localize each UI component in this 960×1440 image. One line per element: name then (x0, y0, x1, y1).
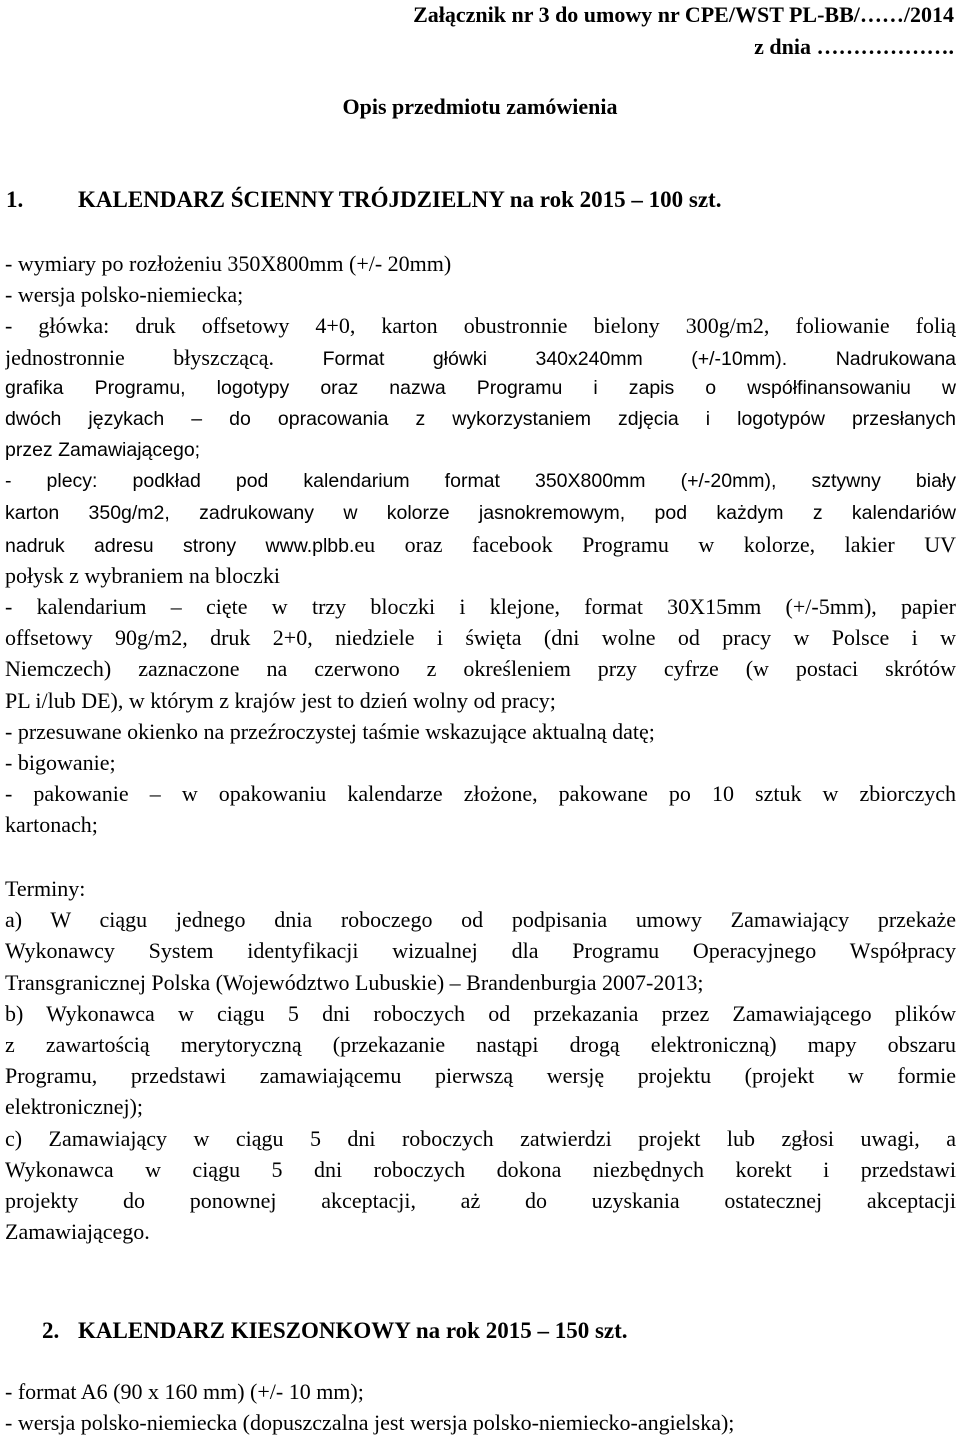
text-fragment: Format główki 340x240mm (+/-10mm). (322, 347, 788, 370)
section-2-title: KALENDARZ KIESZONKOWY na rok 2015 – 150 szt. (78, 1318, 628, 1343)
text-line: - kalendarium – cięte w trzy bloczki i klejone, format 30X15mm (+/-5mm), papier (5, 594, 956, 620)
text-line: z zawartością merytoryczną (przekazanie nastąpi drogą elektroniczną) mapy obszaru (5, 1031, 956, 1057)
text-line: dwóch językach – do opracowania z wykorzystaniem zdjęcia i logotypów przesłanych (5, 407, 956, 430)
text-line: Wykonawca w ciągu 5 dni roboczych dokona niezbędnych korekt i przedstawi (5, 1156, 956, 1182)
text-line: Wykonawcy System identyfikacji wizualnej dla Programu Operacyjnego Współpracy (5, 938, 956, 964)
text-line: - przesuwane okienko na przeźroczystej taśmie wskazujące aktualną datę; (5, 718, 655, 744)
terms-section (5, 873, 956, 1247)
text-line: Niemczech) zaznaczone na czerwono z określeniem przy cyfrze (w postaci skrótów (5, 656, 956, 682)
text-line: projekty do ponownej akceptacji, aż do uzyskania ostatecznej akceptacji (5, 1187, 956, 1213)
text-line: karton 350g/m2, zadrukowany w kolorze jasnokremowym, pod każdym z kalendariów (5, 501, 956, 524)
text-line: c) Zamawiający w ciągu 5 dni roboczych zatwierdzi projekt lub zgłosi uwagi, a (5, 1125, 956, 1151)
text-fragment: nadruk adresu strony www.plbb. (5, 534, 355, 557)
annex-date-line: z dnia ………………. (754, 34, 954, 59)
text-line: - wersja polsko-niemiecka; (5, 282, 244, 308)
section-1-number: 1. (6, 187, 24, 212)
text-fragment: Nadrukowana (835, 347, 956, 370)
text-line: - plecy: podkład pod kalendarium format 350X800mm (+/-20mm), sztywny biały (5, 470, 956, 493)
annex-header-line: Załącznik nr 3 do umowy nr CPE/WST PL-BB/……/2014 (413, 2, 954, 27)
page-title: Opis przedmiotu zamówienia (342, 94, 618, 119)
section-1-title: KALENDARZ ŚCIENNY TRÓJDZIELNY na rok 2015 – 100 szt. (78, 187, 722, 212)
text-line: grafika Programu, logotypy oraz nazwa Programu i zapis o współfinansowaniu w (5, 376, 956, 399)
text-line: przez Zamawiającego; (5, 439, 201, 462)
text-fragment: eu oraz facebook Programu w kolorze, lakier UV (354, 531, 956, 557)
text-line (5, 529, 956, 560)
text-line: Zamawiającego. (5, 1219, 150, 1245)
text-line: kartonach; (5, 812, 98, 838)
text-line: - format A6 (90 x 160 mm) (+/- 10 mm); (5, 1379, 364, 1404)
text-line: Programu, przedstawi zamawiającemu pierwszą wersję projektu (projekt w formie (5, 1063, 956, 1089)
text-fragment: jednostronnie błyszczącą. (5, 344, 275, 370)
text-line: Transgranicznej Polska (Województwo Lubuskie) – Brandenburgia 2007-2013; (5, 969, 704, 995)
text-line: - bigowanie; (5, 750, 116, 775)
text-line: offsetowy 90g/m2, druk 2+0, niedziele i święta (dni wolne od pracy w Polsce i w (5, 625, 956, 651)
text-line: a) W ciągu jednego dnia roboczego od podpisania umowy Zamawiający przekaże (5, 907, 956, 933)
text-line: PL i/lub DE), w którym z krajów jest to dzień wolny od pracy; (5, 687, 556, 713)
text-line: - wymiary po rozłożeniu 350X800mm (+/- 20mm) (5, 251, 452, 276)
section-1-heading (6, 187, 721, 213)
terms-label: Terminy: (5, 876, 86, 901)
section-2-body (5, 1376, 956, 1438)
section-2-heading (42, 1318, 628, 1344)
text-line: b) Wykonawca w ciągu 5 dni roboczych od przekazania przez Zamawiającego plików (5, 1000, 956, 1026)
text-line (5, 342, 956, 373)
section-1-body (5, 248, 956, 841)
text-line: - pakowanie – w opakowaniu kalendarze złożone, pakowane po 10 sztuk w zbiorczych (5, 781, 956, 807)
text-line: - główka: druk offsetowy 4+0, karton obustronnie bielony 300g/m2, foliowanie folią (5, 313, 956, 339)
text-line: - wersja polsko-niemiecka (dopuszczalna jest wersja polsko-niemiecko-angielska); (5, 1410, 735, 1436)
text-line: połysk z wybraniem na bloczki (5, 562, 280, 588)
text-line: elektronicznej); (5, 1094, 144, 1120)
section-2-number: 2. (42, 1318, 60, 1343)
